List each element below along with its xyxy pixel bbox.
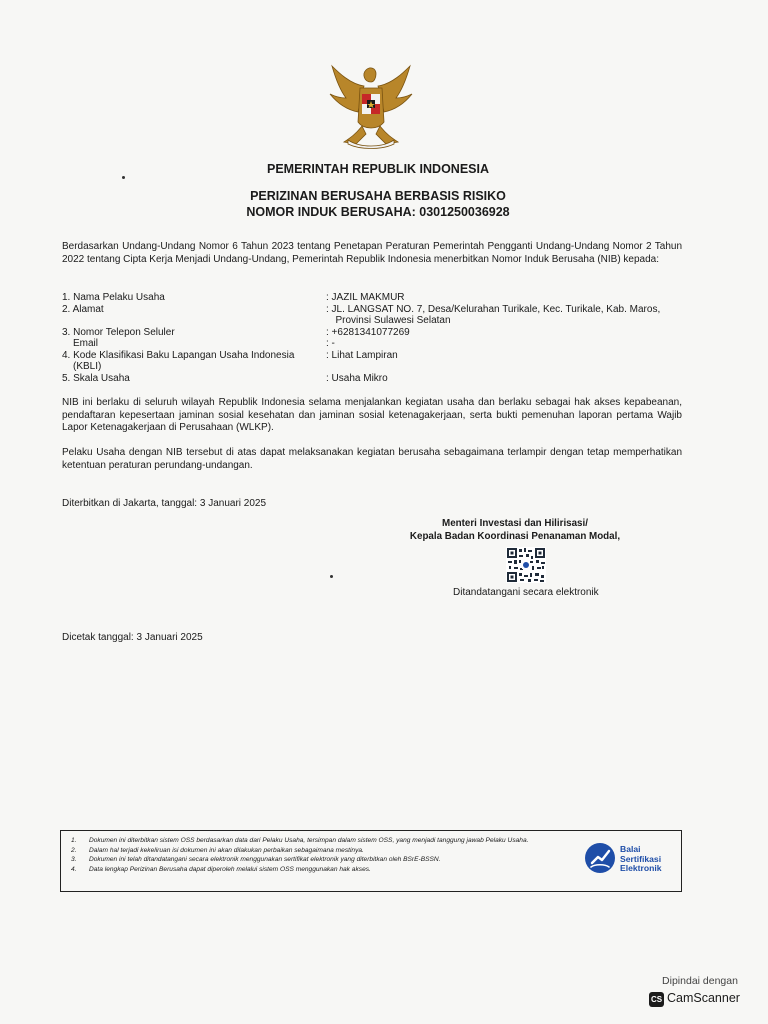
detail-row bbox=[62, 304, 692, 316]
qr-code-icon bbox=[506, 547, 546, 583]
bsre-line-1: Balai bbox=[620, 844, 641, 854]
detail-label: (KBLI) bbox=[73, 361, 102, 372]
detail-label: Email bbox=[73, 338, 99, 349]
detail-row bbox=[62, 338, 692, 350]
note-number: 1. bbox=[71, 837, 77, 844]
signatory-title-line-1: Menteri Investasi dan Hilirisasi/ bbox=[442, 518, 588, 529]
detail-row bbox=[62, 361, 692, 373]
nib-number: NOMOR INDUK BERUSAHA: 0301250036928 bbox=[246, 205, 510, 219]
camscanner-watermark bbox=[645, 975, 755, 1015]
note-text: Dalam hal terjadi kekeliruan isi dokumen ini akan dilakukan perbaikan sebagaimana mestinya. bbox=[89, 846, 364, 854]
footer-note bbox=[71, 836, 571, 846]
bsre-emblem-icon bbox=[583, 841, 617, 875]
note-text: Dokumen ini telah ditandatangani secara elektronik menggunakan sertifikat elektronik yang diterbitkan oleh BSrE-BSSN. bbox=[89, 856, 441, 864]
garuda-emblem-icon bbox=[326, 64, 416, 150]
scan-speck bbox=[330, 575, 333, 578]
signatory-title-line-2: Kepala Badan Koordinasi Penanaman Modal, bbox=[409, 530, 621, 542]
signatory-block bbox=[390, 518, 640, 543]
detail-value: : - bbox=[326, 338, 335, 349]
title-line-1: PERIZINAN BERUSAHA BERBASIS RISIKO bbox=[250, 189, 506, 203]
detail-value: : Usaha Mikro bbox=[326, 372, 388, 384]
permission-paragraph: Pelaku Usaha dengan NIB tersebut di atas dapat melaksanakan kegiatan berusaha sebagaimana terlampir dengan tetap memperhatikan ketentuan peraturan perundang-undangan. bbox=[62, 447, 682, 471]
electronic-signature-note: Ditandatangani secara elektronik bbox=[453, 587, 599, 598]
detail-value: : JL. LANGSAT NO. 7, Desa/Kelurahan Turikale, Kec. Turikale, Kab. Maros, bbox=[326, 303, 661, 315]
footer-notes bbox=[71, 836, 571, 874]
detail-label bbox=[62, 315, 323, 327]
detail-value: : JAZIL MAKMUR bbox=[326, 292, 405, 303]
detail-row bbox=[62, 315, 692, 327]
printed-date: Dicetak tanggal: 3 Januari 2025 bbox=[62, 632, 203, 643]
government-heading: PEMERINTAH REPUBLIK INDONESIA bbox=[266, 162, 489, 176]
note-number: 3. bbox=[71, 856, 77, 864]
footer-note bbox=[71, 846, 571, 856]
detail-value bbox=[326, 361, 686, 373]
issued-place-date: Diterbitkan di Jakarta, tanggal: 3 Januari 2025 bbox=[62, 498, 267, 509]
note-number: 4. bbox=[71, 865, 77, 873]
detail-row bbox=[62, 327, 692, 339]
detail-label: 5. Skala Usaha bbox=[62, 372, 130, 384]
footer-notes-box bbox=[60, 830, 682, 892]
note-number: 2. bbox=[71, 846, 77, 854]
note-text: Dokumen ini diterbitkan sistem OSS berdasarkan data dari Pelaku Usaha, tersimpan dalam sistem OSS, yang menjadi tanggung jawab Pelaku Usaha. bbox=[89, 837, 529, 844]
camscanner-name: CamScanner bbox=[667, 991, 740, 1005]
footer-note bbox=[71, 855, 571, 865]
validity-paragraph: NIB ini berlaku di seluruh wilayah Republik Indonesia selama menjalankan kegiatan usaha dan berlaku sebagai hak akses kepabeanan, pendaftaran kepesertaan jaminan sosial kesehatan dan jaminan sosial ketenagakerjaan, serta bukti pemenuhan laporan pertama Wajib Lapor Ketenagakerjaan di Perusahaan (WLKP). bbox=[62, 397, 682, 433]
detail-label: 2. Alamat bbox=[62, 303, 104, 315]
business-details bbox=[62, 292, 692, 384]
camscanner-caption: Dipindai dengan bbox=[662, 975, 738, 987]
detail-label: 3. Nomor Telepon Seluler bbox=[62, 326, 175, 338]
detail-label: 4. Kode Klasifikasi Baku Lapangan Usaha Indonesia bbox=[62, 349, 295, 361]
bsre-line-3: Elektronik bbox=[620, 863, 662, 874]
footer-note bbox=[71, 865, 571, 875]
scan-speck bbox=[122, 176, 125, 179]
bsre-logo bbox=[583, 841, 675, 881]
detail-row bbox=[62, 292, 692, 304]
camscanner-logo-icon: CS bbox=[649, 992, 664, 1007]
detail-value: : Lihat Lampiran bbox=[326, 349, 398, 361]
detail-label: 1. Nama Pelaku Usaha bbox=[62, 292, 165, 303]
note-text: Data lengkap Perizinan Berusaha dapat diperoleh melalui sistem OSS menggunakan hak akses. bbox=[89, 865, 371, 873]
bsre-wordmark bbox=[620, 845, 662, 874]
bsre-line-2: Sertifikasi bbox=[620, 853, 662, 864]
detail-value: Provinsi Sulawesi Selatan bbox=[335, 315, 451, 326]
intro-paragraph: Berdasarkan Undang-Undang Nomor 6 Tahun 2023 tentang Penetapan Peraturan Pemerintah Pengganti Undang-Undang Nomor 2 Tahun 2022 tentang Cipta Kerja Menjadi Undang-Undang, Pemerintah Republik Indonesia menerbitkan Nomor Induk Berusaha (NIB) kepada: bbox=[62, 241, 682, 265]
document-title bbox=[0, 188, 762, 220]
detail-value: : +6281341077269 bbox=[326, 326, 410, 338]
detail-row bbox=[62, 350, 692, 362]
detail-row bbox=[62, 373, 692, 385]
